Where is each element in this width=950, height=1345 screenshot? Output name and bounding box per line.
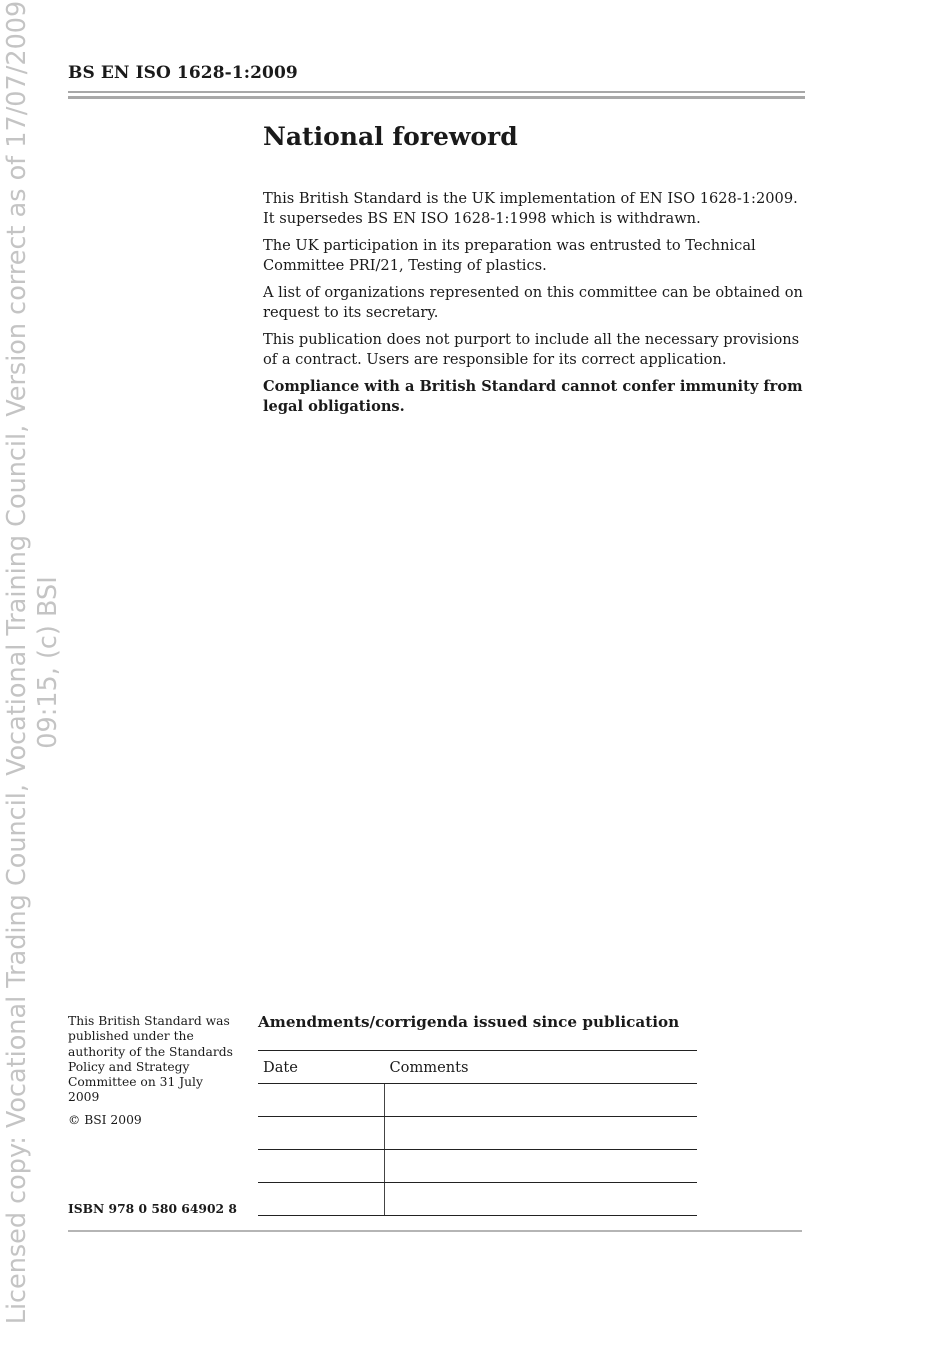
foreword-body (263, 189, 808, 424)
table-row (258, 1084, 697, 1117)
license-watermark: Licensed copy: Vocational Trading Council, Vocational Training Council, Version correct as of 17/07/2009 09:15, (c) BSI (2, 0, 63, 1325)
comments-cell (385, 1150, 698, 1183)
footer-rule (68, 1230, 802, 1232)
page-title: National foreword (263, 122, 518, 151)
date-cell (258, 1117, 385, 1150)
date-cell (258, 1084, 385, 1117)
paragraph-contract: This publication does not purport to include all the necessary provisions of a contract. Users are responsible for its correct application. (263, 331, 800, 368)
header-rule-thick (68, 96, 805, 99)
table-header-row (258, 1051, 697, 1084)
document-id: BS EN ISO 1628-1:2009 (68, 63, 298, 83)
date-cell (258, 1183, 385, 1216)
date-cell (258, 1150, 385, 1183)
header-rule (68, 91, 805, 93)
comments-cell (385, 1084, 698, 1117)
amendments-title: Amendments/corrigenda issued since publication (258, 1013, 680, 1031)
paragraph-implementation: This British Standard is the UK implementation of EN ISO 1628-1:2009. It supersedes BS EN ISO 1628-1:1998 which is withdrawn. (263, 190, 798, 227)
comments-cell (385, 1117, 698, 1150)
table-row (258, 1117, 697, 1150)
table-row (258, 1150, 697, 1183)
column-header-date: Date (258, 1051, 385, 1084)
amendments-table (258, 1050, 697, 1216)
isbn: ISBN 978 0 580 64902 8 (68, 1201, 237, 1216)
comments-cell (385, 1183, 698, 1216)
copyright-notice: © BSI 2009 (68, 1113, 142, 1127)
paragraph-organizations: A list of organizations represented on this committee can be obtained on request to its secretary. (263, 284, 803, 321)
paragraph-compliance: Compliance with a British Standard cannot confer immunity from legal obligations. (263, 378, 803, 415)
publication-note: This British Standard was published under the authority of the Standards Policy and Strategy Committee on 31 July 2009 (68, 1014, 233, 1105)
table-row (258, 1183, 697, 1216)
column-header-comments: Comments (385, 1051, 698, 1084)
paragraph-participation: The UK participation in its preparation was entrusted to Technical Committee PRI/21, Testing of plastics. (263, 237, 756, 274)
